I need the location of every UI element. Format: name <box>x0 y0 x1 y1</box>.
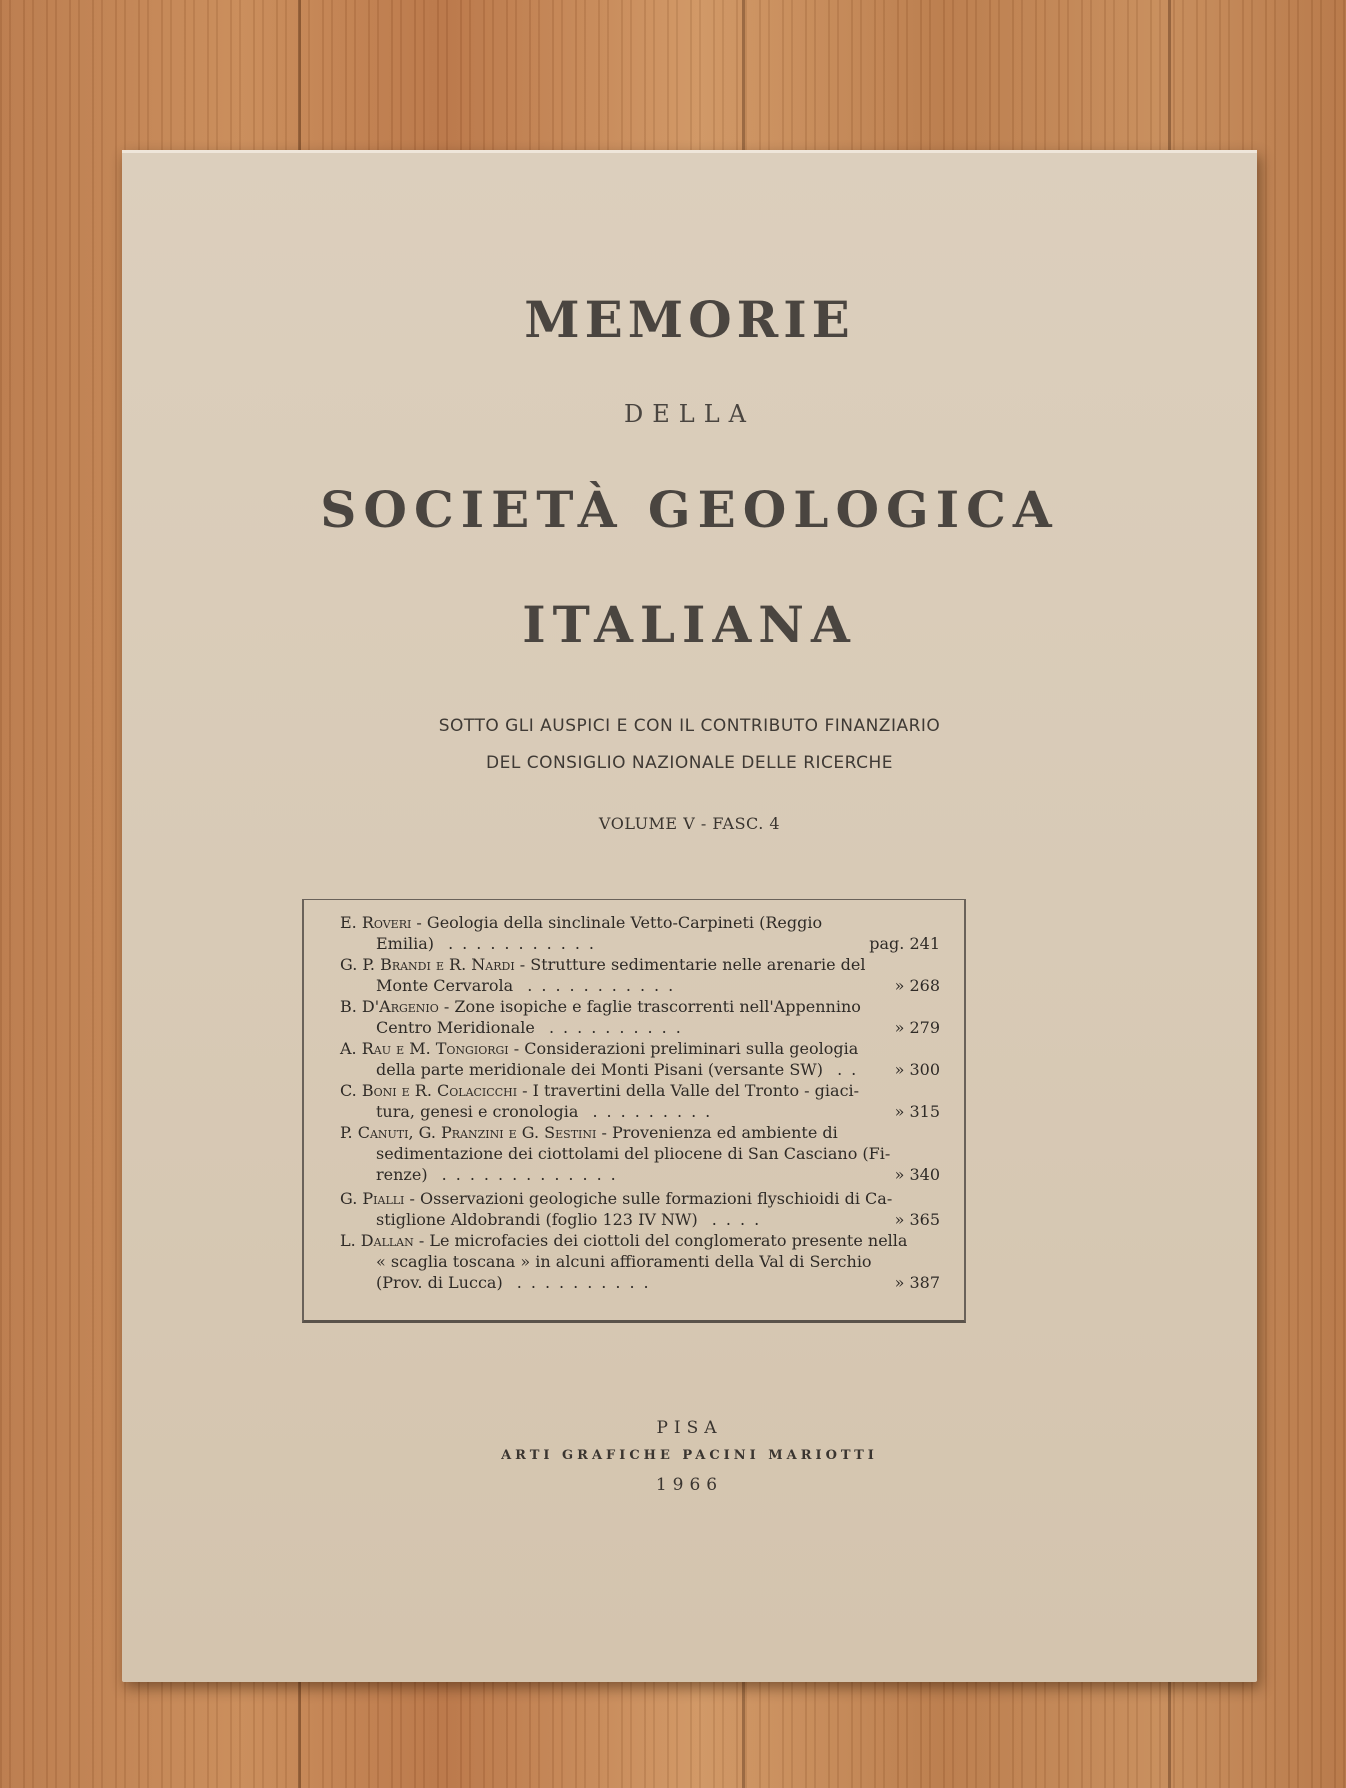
toc-entry-continuation <box>340 1017 940 1038</box>
toc-leader-dots: .......... <box>534 1018 690 1037</box>
title-memorie: MEMORIE <box>524 290 855 349</box>
toc-entry <box>340 954 940 996</box>
toc-entry <box>340 1038 940 1080</box>
toc-entry-continuation <box>340 1101 940 1122</box>
toc-leader-dots: ........... <box>513 976 683 995</box>
publisher: ARTI GRAFICHE PACINI MARIOTTI <box>501 1448 878 1463</box>
journal-cover <box>122 150 1257 1682</box>
toc-title-text: Emilia) <box>376 934 434 953</box>
toc-entry-continuation <box>340 975 940 996</box>
toc-leader-dots: ............. <box>427 1165 625 1184</box>
toc-entry-continuation <box>340 933 940 954</box>
toc-author: P. Canuti, G. Pranzini e G. Sestini <box>340 1123 597 1142</box>
toc-title-text: - Geologia della sinclinale Vetto-Carpineti (Reggio <box>411 913 823 932</box>
title-societa-geologica: SOCIETÀ GEOLOGICA <box>320 480 1059 539</box>
toc-page-number: » 387 <box>894 1273 940 1292</box>
toc-title-text: sedimentazione dei ciottolami del pliocene di San Casciano (Fi- <box>376 1144 891 1163</box>
toc-leader-dots: ......... <box>578 1102 720 1121</box>
toc-entry-continuation <box>340 1164 940 1185</box>
toc-title-text: Centro Meridionale <box>376 1018 535 1037</box>
toc-entry <box>340 1188 940 1230</box>
toc-page-number: pag. 241 <box>869 934 940 953</box>
volume-label: VOLUME V - FASC. 4 <box>598 814 781 833</box>
year: 1966 <box>655 1475 724 1495</box>
subtitle-line-2: DEL CONSIGLIO NAZIONALE DELLE RICERCHE <box>486 753 893 773</box>
toc-title-text: - I travertini della Valle del Tronto - giaci- <box>517 1081 860 1100</box>
toc-title-text: della parte meridionale dei Monti Pisani (versante SW) <box>376 1060 823 1079</box>
toc-author: E. Roveri <box>340 913 412 932</box>
toc-page-number: » 365 <box>894 1210 940 1229</box>
toc-entry-first-line <box>340 996 940 1017</box>
toc-author: C. Boni e R. Colacicchi <box>340 1081 518 1100</box>
table-of-contents <box>302 899 966 1323</box>
toc-leader-dots: .......... <box>502 1273 658 1292</box>
subtitle-line-1: SOTTO GLI AUSPICI E CON IL CONTRIBUTO FINANZIARIO <box>438 716 941 736</box>
toc-entry <box>340 1080 940 1122</box>
toc-page-number: » 315 <box>894 1102 940 1121</box>
city: PISA <box>656 1418 723 1438</box>
toc-entry-first-line <box>340 1080 940 1101</box>
toc-entry-continuation <box>340 1251 940 1272</box>
toc-title-text: Monte Cervarola <box>376 976 514 995</box>
toc-author: L. Dallan <box>340 1231 414 1250</box>
toc-entry <box>340 996 940 1038</box>
toc-entry-first-line <box>340 954 940 975</box>
toc-page-number: » 340 <box>894 1165 940 1184</box>
toc-page-number: » 300 <box>894 1060 940 1079</box>
toc-title-text: renze) <box>376 1165 428 1184</box>
toc-author: G. Pialli <box>340 1189 405 1208</box>
title-della: DELLA <box>624 400 755 428</box>
toc-entry-continuation <box>340 1272 940 1293</box>
toc-entry-first-line <box>340 912 940 933</box>
cover-top-edge <box>122 150 1257 153</box>
toc-entry-continuation <box>340 1143 940 1164</box>
toc-title-text: tura, genesi e cronologia <box>376 1102 579 1121</box>
toc-entry-continuation <box>340 1209 940 1230</box>
toc-title-text: « scaglia toscana » in alcuni affioramenti della Val di Serchio <box>376 1252 872 1271</box>
toc-entry-first-line <box>340 1038 940 1059</box>
toc-page-number: » 279 <box>894 1018 940 1037</box>
toc-entry-first-line <box>340 1188 940 1209</box>
toc-title-text: - Provenienza ed ambiente di <box>596 1123 838 1142</box>
toc-author: G. P. Brandi e R. Nardi <box>340 955 515 974</box>
toc-entry-first-line <box>340 1230 940 1251</box>
toc-title-text: - Considerazioni preliminari sulla geologia <box>508 1039 859 1058</box>
toc-title-text: (Prov. di Lucca) <box>376 1273 503 1292</box>
toc-entry <box>340 912 940 954</box>
toc-entry-first-line <box>340 1122 940 1143</box>
toc-title-text: stiglione Aldobrandi (foglio 123 IV NW) <box>376 1210 698 1229</box>
toc-leader-dots: .. <box>823 1060 866 1079</box>
toc-author: B. D'Argenio <box>340 997 439 1016</box>
toc-entry <box>340 1230 940 1293</box>
toc-title-text: - Osservazioni geologiche sulle formazioni flyschioidi di Ca- <box>404 1189 893 1208</box>
toc-author: A. Rau e M. Tongiorgi <box>340 1039 509 1058</box>
toc-title-text: - Zone isopiche e faglie trascorrenti nell'Appennino <box>438 997 861 1016</box>
title-italiana: ITALIANA <box>522 595 857 654</box>
toc-entry <box>340 1122 940 1185</box>
toc-entry-continuation <box>340 1059 940 1080</box>
toc-page-number: » 268 <box>894 976 940 995</box>
toc-leader-dots: .... <box>697 1210 769 1229</box>
toc-title-text: - Le microfacies dei ciottoli del conglomerato presente nella <box>413 1231 908 1250</box>
toc-title-text: - Strutture sedimentarie nelle arenarie del <box>514 955 866 974</box>
toc-leader-dots: ........... <box>433 934 604 953</box>
